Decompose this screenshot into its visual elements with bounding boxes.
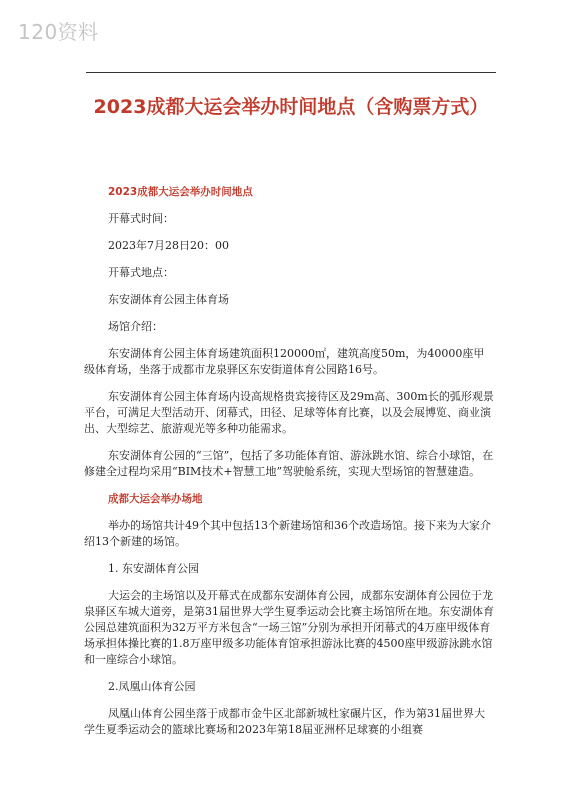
list-item-donganhu: 1. 东安湖体育公园: [108, 562, 199, 575]
paragraph-venue-count: 举办的场馆共计49个其中包括13个新建场馆和36个改造场馆。接下来为大家介绍13个新建的场馆。: [84, 519, 491, 548]
section-heading-venues: 成都大运会举办场地: [108, 493, 203, 505]
paragraph-three-halls: 东安湖体育公园的“三馆”，包括了多功能体育馆、游泳跳水馆、综合小球馆，在修建全过程均采用“BIM技术+智慧工地”驾驶舱系统，实现大型场馆的智慧建造。: [84, 449, 494, 478]
paragraph-donganhu: 大运会的主场馆以及开幕式在成都东安湖体育公园，成都东安湖体育公园位于龙泉驿区车城大道旁，是第31届世界大学生夏季运动会比赛主场馆所在地。东安湖体育公园总建筑面积为32万平方米包含“一场三馆”分别为承担开闭幕式的4万座甲级体育场承担体操比赛的1.8万座甲级多功能体育馆承担游泳比赛的4500座甲级游泳跳水馆和一座综合小球馆。: [84, 589, 494, 666]
list-item-fenghuangshan: 2.凤凰山体育公园: [108, 680, 196, 693]
opening-place-label: 开幕式地点：: [108, 266, 174, 279]
paragraph-stadium-area: 东安湖体育公园主体育场建筑面积120000㎡，建筑高度50m，为40000座甲级体育场，坐落于成都市龙泉驿区东安街道体育公园路16号。: [84, 347, 485, 376]
document-body: [84, 184, 495, 749]
opening-time-label: 开幕式时间：: [108, 212, 174, 225]
opening-place: 东安湖体育公园主体育场: [108, 293, 229, 306]
venue-intro-label: 场馆介绍：: [108, 320, 163, 333]
watermark: 120资料: [18, 20, 99, 44]
opening-time: 2023年7月28日20：00: [108, 239, 229, 252]
paragraph-fenghuangshan: 凤凰山体育公园坐落于成都市金牛区北部新城杜家碾片区，作为第31届世界大学生夏季运动会的篮球比赛场和2023年第18届亚洲杯足球赛的小组赛: [84, 707, 485, 736]
header-rule: [86, 72, 496, 73]
page-title: 2023成都大运会举办时间地点（含购票方式）: [93, 96, 489, 118]
paragraph-stadium-features: 东安湖体育公园主体育场内设高规格贵宾接待区及29m高、300m长的弧形观景平台，可满足大型活动开、闭幕式，田径、足球等体育比赛，以及会展博览、商业演出、大型综艺、旅游观光等多种功能需求。: [84, 390, 494, 435]
section-heading-time-place: 2023成都大运会举办时间地点: [108, 186, 253, 198]
